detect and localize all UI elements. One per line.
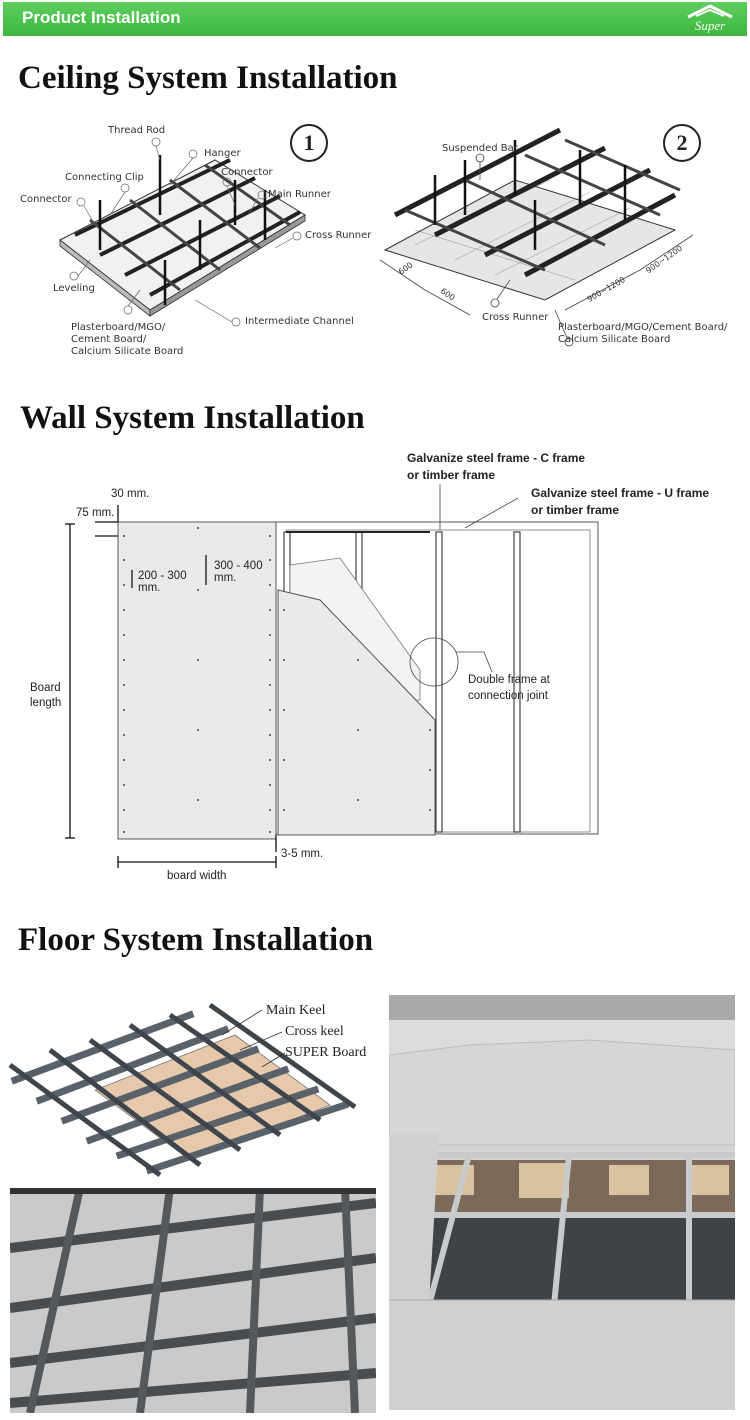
ceiling-diagram-2 [375, 120, 750, 350]
label-board2-line2: Calcium Silicate Board [558, 334, 671, 345]
label-dim-75: 75 mm. [76, 507, 115, 519]
label-c-frame-2: or timber frame [407, 468, 496, 482]
label-connecting-clip: Connecting Clip [65, 172, 144, 183]
label-thread-rod: Thread Rod [108, 125, 166, 136]
label-board-width: board width [167, 870, 227, 882]
label-board-line1: Plasterboard/MGO/ [71, 322, 166, 333]
label-u-frame-1: Galvanize steel frame - U frame [531, 486, 710, 500]
diagram-2-number: 2 [663, 124, 701, 162]
label-board-length-1: Board [30, 682, 61, 694]
label-connector-left: Connector [20, 194, 72, 205]
label-double-frame-1: Double frame at [468, 674, 550, 686]
diagram-1-number: 1 [290, 124, 328, 162]
label-dim-900-b: 900~1200 [644, 243, 685, 276]
floor-underside-photo [10, 1188, 376, 1413]
label-dim-30: 30 mm. [111, 488, 150, 500]
super-logo [680, 3, 740, 33]
label-connector-right: Connector [221, 167, 273, 178]
wall-section-title: Wall System Installation [20, 400, 365, 436]
label-dim-200-300-a: 200 - 300 [138, 570, 187, 582]
label-dim-300-400-a: 300 - 400 [214, 560, 263, 572]
label-dim-600-b: 600 [438, 286, 457, 303]
floor-installation-photo [389, 995, 735, 1410]
label-suspended-bar: Suspended Bar [442, 143, 518, 154]
label-dim-600-a: 600 [396, 260, 415, 277]
label-dim-900-a: 900~1200 [585, 275, 627, 304]
floor-section-title: Floor System Installation [18, 922, 374, 958]
label-super-board: SUPER Board [285, 1045, 367, 1060]
label-dim-200-300-b: mm. [138, 582, 161, 594]
label-board-line3: Calcium Silicate Board [71, 346, 184, 357]
svg-text:Super: Super [694, 18, 726, 33]
label-board-line2: Cement Board/ [71, 334, 147, 345]
page-title: Product Installation [22, 8, 181, 27]
label-board-length-2: length [30, 697, 62, 709]
label-c-frame-1: Galvanize steel frame - C frame [407, 451, 586, 465]
label-double-frame-2: connection joint [468, 690, 548, 702]
label-dim-300-400-b: mm. [214, 572, 237, 584]
label-u-frame-2: or timber frame [531, 503, 620, 517]
label-gap: 3-5 mm. [281, 848, 324, 860]
label-board2-line1: Plasterboard/MGO/Cement Board/ [558, 322, 728, 333]
label-cross-runner-2: Cross Runner [482, 312, 549, 323]
label-cross-keel: Cross keel [285, 1024, 344, 1039]
label-cross-runner-1: Cross Runner [305, 230, 372, 241]
label-main-keel: Main Keel [266, 1003, 326, 1018]
label-leveling: Leveling [53, 283, 95, 294]
label-hanger: Hanger [204, 148, 241, 159]
ceiling-section-title: Ceiling System Installation [18, 60, 398, 96]
label-main-runner: Main Runner [268, 189, 331, 200]
label-intermediate-channel: Intermediate Channel [245, 316, 354, 327]
